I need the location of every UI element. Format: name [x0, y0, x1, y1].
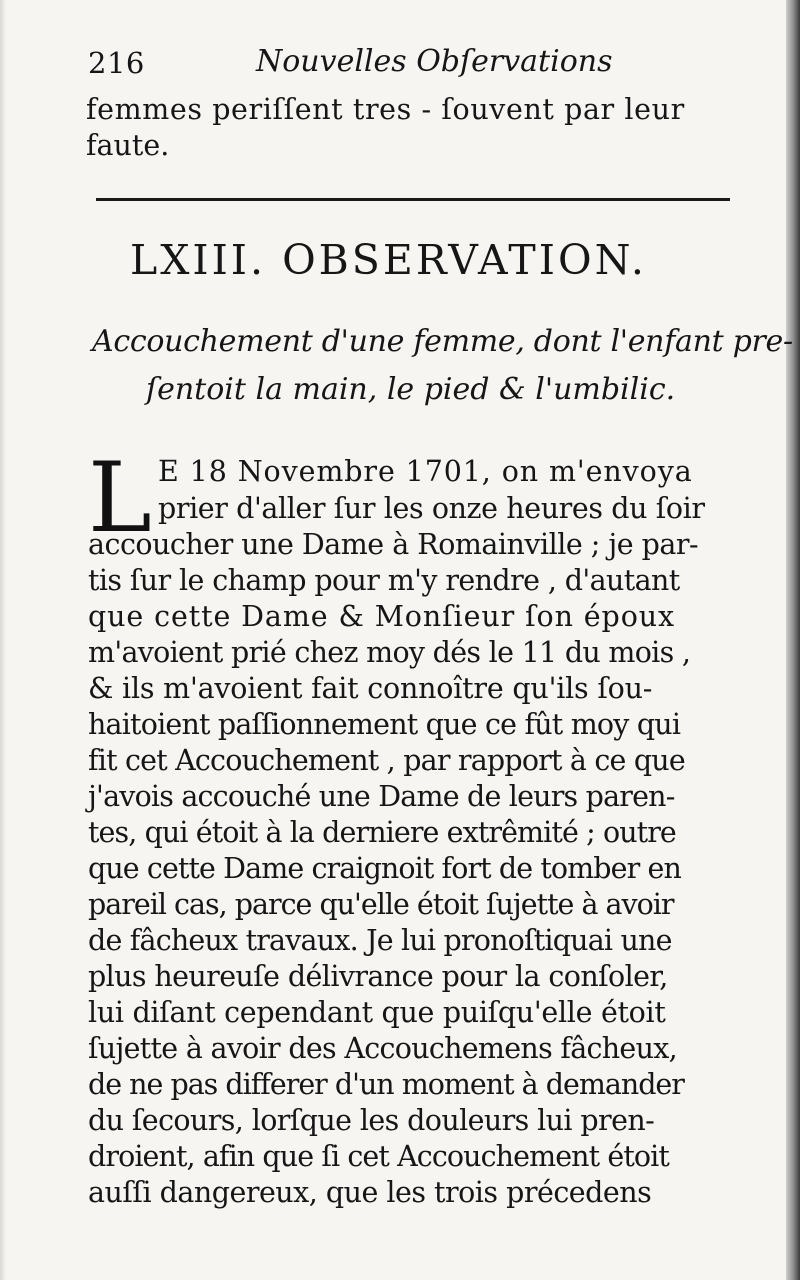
- body-line-19: du ſecours, lorſque les douleurs lui pren-: [88, 1104, 655, 1137]
- body-line-8: haitoient paſſionnement que ce fût moy qui: [88, 708, 681, 741]
- body-line-12: que cette Dame craignoit fort de tomber en: [88, 852, 681, 885]
- body-line-11: tes, qui étoit à la derniere extrêmité ; outre: [88, 816, 676, 849]
- body-line-2: prier d'aller ſur les onze heures du ſoir: [158, 492, 705, 525]
- body-line-3: accoucher une Dame à Romainville ; je par-: [88, 528, 699, 561]
- page-edge-left: [0, 0, 6, 1280]
- body-line-10: j'avois accouché une Dame de leurs paren-: [88, 780, 675, 813]
- observation-subtitle-line-1: Accouchement d'une femme, dont l'enfant pre-: [92, 324, 793, 359]
- body-line-14: de fâcheux travaux. Je lui pronoſtiquai une: [88, 924, 672, 957]
- body-line-6: m'avoient prié chez moy dés le 11 du mois ,: [88, 636, 691, 669]
- observation-heading: LXIII. OBSERVATION.: [130, 236, 647, 284]
- page-number: 216: [88, 46, 145, 80]
- body-line-13: pareil cas, parce qu'elle étoit ſujette à avoir: [88, 888, 674, 921]
- continuation-line-1: femmes periſſent tres - ſouvent par leur: [86, 93, 685, 126]
- continuation-line-2: faute.: [86, 129, 170, 162]
- body-line-18: de ne pas differer d'un moment à demander: [88, 1068, 684, 1101]
- body-line-17: ſujette à avoir des Accouchemens fâcheux,: [88, 1032, 677, 1065]
- running-title: Nouvelles Obſervations: [256, 44, 613, 79]
- body-line-21: auſſi dangereux, que les trois précedens: [88, 1176, 652, 1209]
- body-line-7: & ils m'avoient fait connoître qu'ils ſou-: [88, 672, 653, 705]
- body-line-9: fit cet Accouchement , par rapport à ce que: [88, 744, 685, 777]
- body-line-4: tis ſur le champ pour m'y rendre , d'autant: [88, 564, 680, 597]
- body-line-1: E 18 Novembre 1701, on m'envoya: [158, 455, 693, 488]
- section-divider: [96, 198, 730, 201]
- body-line-16: lui diſant cependant que puiſqu'elle étoit: [88, 996, 666, 1029]
- body-line-5: que cette Dame & Monſieur ſon époux: [88, 600, 675, 633]
- drop-cap-letter: L: [88, 442, 152, 554]
- body-line-15: plus heureuſe délivrance pour la conſoler,: [88, 960, 668, 993]
- observation-subtitle-line-2: ſentoit la main, le pied & l'umbilic.: [146, 372, 676, 407]
- scanner-edge-right: [786, 0, 800, 1280]
- page-header: [88, 44, 728, 88]
- body-line-20: droient, afin que ſi cet Accouchement étoit: [88, 1140, 669, 1173]
